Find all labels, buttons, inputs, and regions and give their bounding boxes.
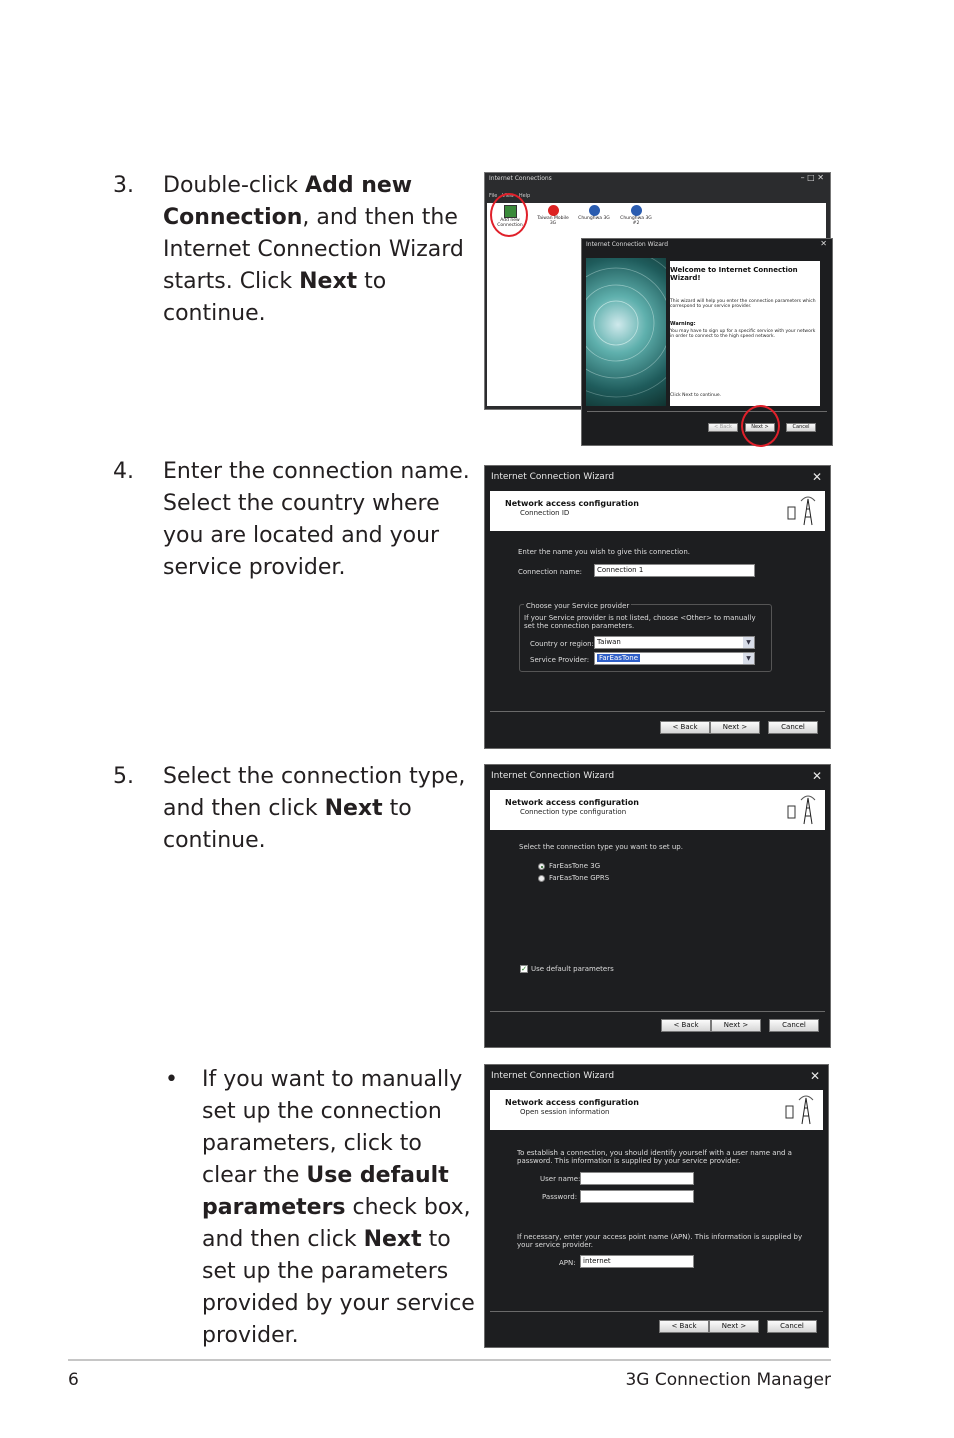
header-panel	[490, 790, 825, 830]
back-button[interactable]: < Back	[661, 1019, 711, 1032]
footer-rule	[68, 1359, 831, 1361]
separator	[587, 411, 827, 412]
wizard-connection-id	[484, 465, 831, 749]
text-run: Double-click	[163, 173, 306, 198]
continue-text: Click Next to continue.	[670, 393, 722, 398]
text-run: If you want to manually set up the connection parameters, click to clear the	[202, 1067, 463, 1188]
header-title: Network access configuration	[505, 1098, 639, 1107]
globe-graphic	[586, 258, 666, 406]
apn-input[interactable]: internet	[580, 1255, 694, 1268]
header-panel	[490, 1090, 823, 1130]
window-controls[interactable]: – □ ✕	[800, 173, 824, 182]
connection-item[interactable]	[577, 205, 611, 221]
password-input[interactable]	[580, 1190, 694, 1203]
next-button[interactable]: Next >	[745, 423, 775, 432]
welcome-heading: Welcome to Internet Connection Wizard!	[670, 266, 798, 282]
provider-label: Service Provider:	[530, 656, 590, 664]
header-title: Network access configuration	[505, 798, 639, 807]
icon-label: Chunghwa 3G	[578, 216, 610, 221]
next-button[interactable]: Next >	[709, 1320, 759, 1333]
back-button[interactable]: < Back	[708, 423, 738, 432]
manual-title: 3G Connection Manager	[625, 1370, 831, 1390]
connection-item[interactable]	[617, 205, 655, 226]
radio-3g[interactable]	[538, 863, 545, 870]
text-run: to continue.	[163, 269, 387, 326]
warning-text: You may have to sign up for a specific service with your network in order to connect to the high speed network.	[670, 329, 816, 339]
chunghwa-icon	[631, 205, 642, 216]
group-note: If your Service provider is not listed, choose <Other> to manually set the connection parameters.	[524, 614, 756, 630]
bold-term: Next	[363, 1227, 422, 1252]
welcome-wizard-dialog	[581, 238, 833, 446]
step-number: 5.	[113, 764, 134, 789]
taiwan-mobile-icon	[548, 205, 559, 216]
menu-view[interactable]: View	[502, 193, 515, 199]
close-icon[interactable]: ✕	[811, 470, 822, 484]
step-text: Enter the connection name. Select the country where you are located and your service provider.	[163, 459, 470, 580]
orbit-rings-graphic	[586, 258, 666, 406]
name-prompt: Enter the name you wish to give this connection.	[518, 548, 690, 556]
connection-name-label: Connection name:	[518, 568, 583, 576]
icon-label: Chunghwa 3G #2	[620, 216, 652, 226]
menu-help[interactable]: Help	[518, 193, 531, 199]
text-run: to set up the parameters provided by your service provider.	[202, 1227, 475, 1348]
bold-term: Add new Connection	[163, 173, 413, 230]
user-name-input[interactable]	[580, 1172, 694, 1185]
separator	[490, 711, 825, 712]
option-3g-label: FarEasTone 3G	[549, 862, 601, 870]
page-number: 6	[68, 1370, 79, 1390]
welcome-description: This wizard will help you enter the connection parameters which correspond to your service provider.	[670, 299, 816, 309]
bullet-text	[202, 1064, 477, 1352]
use-default-label: Use default parameters	[531, 965, 614, 973]
close-icon[interactable]: ✕	[809, 1069, 820, 1083]
signal-tower-icon	[787, 794, 817, 826]
chunghwa-icon	[589, 205, 600, 216]
signal-tower-icon	[787, 495, 817, 527]
wizard-session-info	[484, 1064, 829, 1348]
text-run: check box, and then click	[202, 1195, 471, 1252]
type-prompt: Select the connection type you want to set up.	[519, 843, 683, 851]
dialog-title: Internet Connection Wizard	[491, 472, 615, 482]
warning-label: Warning:	[670, 321, 696, 327]
bold-term: Next	[299, 269, 358, 294]
provider-select[interactable]	[594, 652, 755, 665]
step-text	[163, 761, 473, 857]
bold-term: Next	[324, 796, 383, 821]
bullet-dot: •	[165, 1067, 178, 1092]
title-bar	[485, 1065, 828, 1087]
next-button[interactable]: Next >	[711, 1019, 761, 1032]
header-title: Network access configuration	[505, 499, 639, 508]
signal-tower-icon	[785, 1094, 815, 1126]
wizard-connection-type	[484, 764, 831, 1048]
chevron-down-icon[interactable]: ▼	[743, 637, 754, 648]
chevron-down-icon[interactable]: ▼	[743, 653, 754, 664]
icon-label: Taiwan Mobile 3G	[537, 216, 569, 226]
cancel-button[interactable]: Cancel	[769, 1019, 819, 1032]
text-run: Select the connection type, and then click	[163, 764, 466, 821]
cancel-button[interactable]: Cancel	[767, 1320, 817, 1333]
dialog-title: Internet Connection Wizard	[491, 771, 615, 781]
provider-value: FarEasTone	[599, 654, 639, 662]
country-value: Taiwan	[597, 638, 621, 646]
highlight-circle	[741, 405, 780, 447]
step-number: 4.	[113, 459, 134, 484]
back-button[interactable]: < Back	[660, 721, 710, 734]
icon-label: Add new Connection	[497, 218, 523, 228]
cancel-button[interactable]: Cancel	[786, 423, 816, 432]
credentials-prompt: To establish a connection, you should identify yourself with a user name and a password. This information is supplied by your service provider.	[517, 1149, 792, 1165]
title-bar	[485, 765, 830, 787]
text-run: to continue.	[163, 796, 412, 853]
password-label: Password:	[542, 1193, 578, 1201]
cancel-button[interactable]: Cancel	[768, 721, 818, 734]
radio-gprs[interactable]	[538, 875, 545, 882]
step-text	[163, 170, 473, 330]
close-icon[interactable]: ✕	[811, 769, 822, 783]
connection-item[interactable]	[535, 205, 571, 226]
country-select[interactable]	[594, 636, 755, 649]
user-name-label: User name:	[540, 1175, 581, 1183]
header-panel	[490, 491, 825, 531]
header-subtitle: Open session information	[520, 1108, 610, 1116]
menu-file[interactable]: File	[489, 193, 498, 199]
back-button[interactable]: < Back	[659, 1320, 709, 1333]
group-title: Choose your Service provider	[526, 602, 630, 610]
apn-note: If necessary, enter your access point name (APN). This information is supplied by your service provider.	[517, 1233, 803, 1249]
use-default-checkbox[interactable]: ✓	[521, 965, 527, 973]
step-number: 3.	[113, 173, 134, 198]
text-run: , and then the Internet Connection Wizard starts. Click	[163, 205, 464, 294]
apn-label: APN:	[559, 1259, 576, 1267]
close-icon[interactable]: ✕	[820, 239, 827, 248]
wizard-title: Internet Connection Wizard	[586, 241, 669, 248]
header-subtitle: Connection type configuration	[520, 808, 627, 816]
separator	[490, 1011, 825, 1012]
dialog-title: Internet Connection Wizard	[491, 1071, 615, 1081]
screenshot-internet-connections	[484, 172, 831, 444]
title-bar	[485, 466, 830, 488]
next-button[interactable]: Next >	[710, 721, 760, 734]
window-title: Internet Connections	[489, 175, 552, 182]
welcome-panel	[670, 261, 820, 406]
option-gprs-label: FarEasTone GPRS	[549, 874, 610, 882]
highlight-circle	[490, 193, 531, 237]
separator	[490, 1311, 823, 1312]
country-label: Country or region:	[530, 640, 594, 648]
connection-name-input[interactable]: Connection 1	[594, 564, 755, 577]
header-subtitle: Connection ID	[520, 509, 570, 517]
bold-term: Use default parameters	[202, 1163, 449, 1220]
